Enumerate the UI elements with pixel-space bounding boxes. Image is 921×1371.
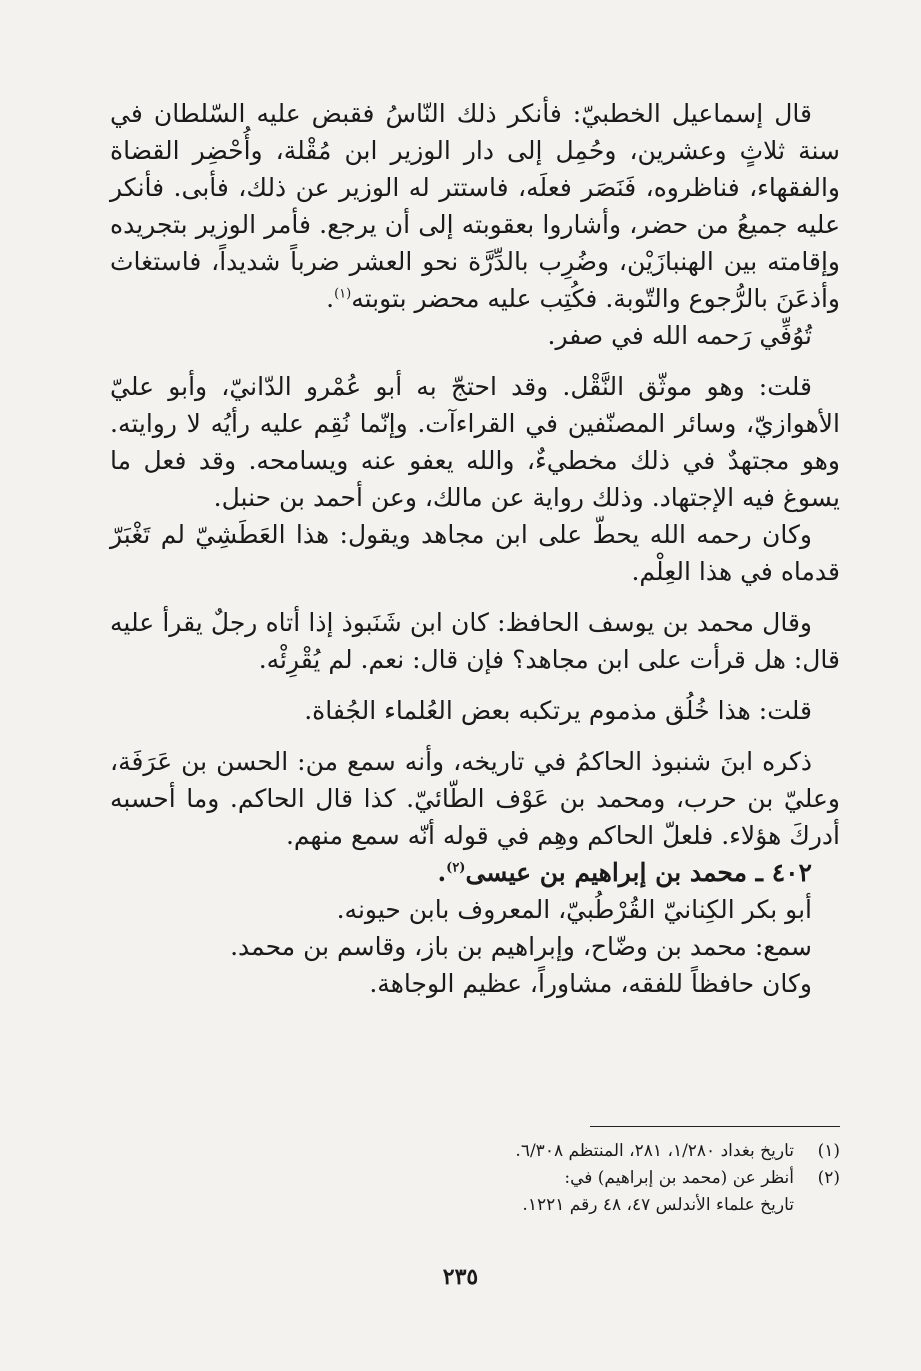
footnote-text: تاريخ علماء الأندلس ٤٧، ٤٨ رقم ١٢٢١. <box>522 1195 794 1215</box>
paragraph-hakim: ذكره ابنَ شنبوذ الحاكمُ في تاريخه، وأنه سمع من: الحسن بن عَرَفَة، وعليّ بن حرب، ومحمد بن عَوْف الطّائيّ. كذا قال الحاكم. وما أحسبه أدركَ هؤلاء. فلعلّ الحاكم وهِم في قوله أنّه سمع منهم. <box>110 747 840 850</box>
footnotes <box>300 1138 840 1219</box>
footnote-number <box>794 1192 840 1219</box>
footnote-divider <box>590 1126 840 1127</box>
footnote-2-continuation <box>300 1192 840 1219</box>
footnote-text: أنظر عن (محمد بن إبراهيم) في: <box>564 1168 794 1188</box>
paragraph-assessment: قلت: وهو موثّق النَّقْل. وقد احتجّ به أبو عُمْرو الدّانيّ، وأبو عليّ الأهوازيّ، وسائر المصنّفين في القراءآت. وإنّما نُقِم عليه رأيُه لا روايته. وهو مجتهدٌ في ذلك مخطيءٌ، والله يعفو عنه ويسامحه. وقد فعل ما يسوغ فيه الإجتهاد. وذلك رواية عن مالك، وعن أحمد بن حنبل. <box>110 372 840 512</box>
entry-heading: ٤٠٢ ـ محمد بن إبراهيم بن عيسى$^{(٢)}$. <box>437 858 812 887</box>
footnote-ref-1: (١) <box>334 286 352 302</box>
entry-line-teachers: سمع: محمد بن وضّاح، وإبراهيم بن باز، وقاسم بن محمد. <box>230 932 812 961</box>
footnote-2 <box>300 1165 840 1192</box>
main-text <box>110 95 840 1002</box>
entry-line-description: وكان حافظاً للفقه، مشاوراً، عظيم الوجاهة. <box>369 969 812 998</box>
paragraph-hafiz: وقال محمد بن يوسف الحافظ: كان ابن شَنَبوذ إذا أتاه رجلٌ يقرأ عليه قال: هل قرأت على ابن مجاهد؟ فإن قال: نعم. لم يُقْرِئْه. <box>110 608 840 674</box>
paragraph-comment: قلت: هذا خُلُق مذموم يرتكبه بعض العُلماء الجُفاة. <box>304 696 812 725</box>
footnote-text: تاريخ بغداد ١/٢٨٠، ٢٨١، المنتظم ٦/٣٠٨. <box>515 1141 794 1161</box>
paragraph-khatabi: قال إسماعيل الخطبيّ: فأنكر ذلك النّاسُ فقبض عليه السّلطان في سنة ثلاثٍ وعشرين، وحُمِل إلى دار الوزير ابن مُقْلة، وأُحْضِر القضاة والفقهاء، فناظروه، فَنَصَر فعلَه، فاستتر له الوزير عن ذلك، فأبى. فأنكر عليه جميعُ من حضر، وأشاروا بعقوبته إلى أن يرجع. فأمر الوزير بتجريده وإقامته بين الهنبازَيْن، وضُرِب بالدِّرَّة نحو العشر ضرباً شديداً، فاستغاث وأذعَنَ بالرُّجوع والتّوبة. فكُتِب عليه محضر بتوبته$^{(١)}$. <box>110 99 840 313</box>
paragraph-death: تُوُفِّي رَحمه الله في صفر. <box>547 321 812 350</box>
paragraph-ibn-mujahid: وكان رحمه الله يحطّ على ابن مجاهد ويقول: هذا العَطَشِيّ لم تَغْبَرّ قدماه في هذا العِلْم. <box>110 520 840 586</box>
entry-line-kunya: أبو بكر الكِنانيّ القُرْطُبيّ، المعروف بابن حيونه. <box>336 895 812 924</box>
footnote-number: (٢) <box>817 1168 840 1188</box>
footnote-number: (١) <box>817 1141 840 1161</box>
footnote-1 <box>300 1138 840 1165</box>
page-number: ٢٣٥ <box>442 1264 479 1290</box>
footnote-ref-2: (٢) <box>446 860 466 876</box>
